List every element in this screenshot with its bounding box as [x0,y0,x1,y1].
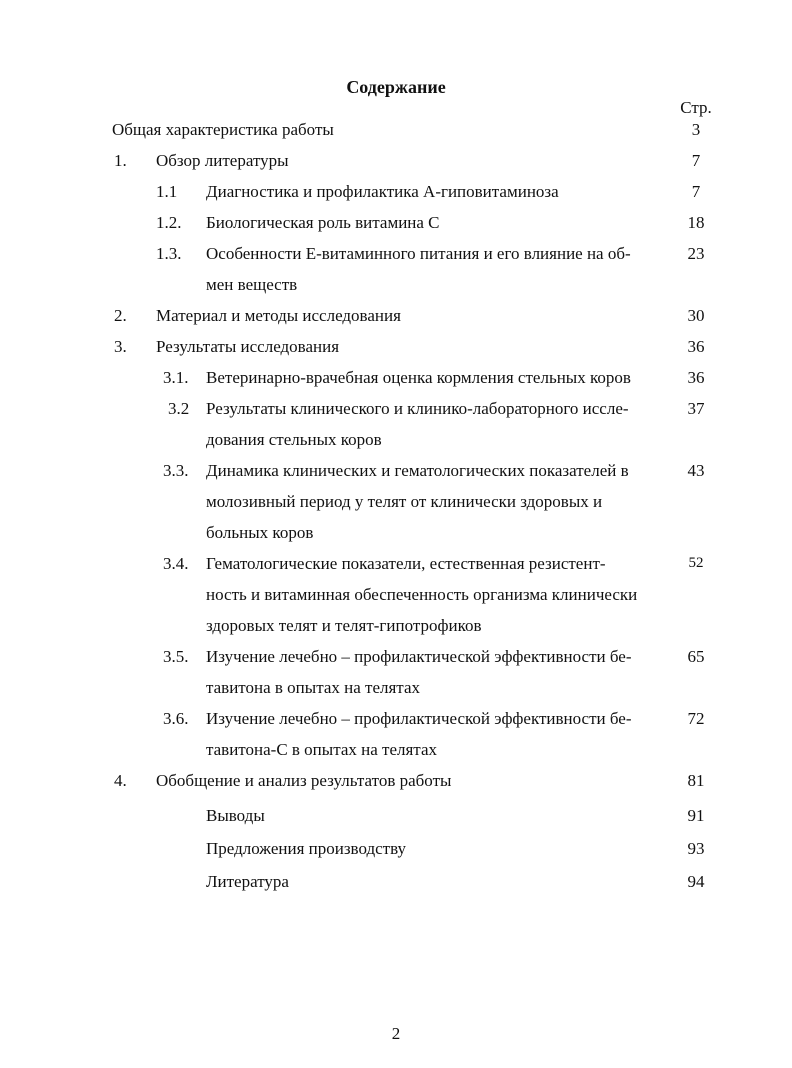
toc-entry-line: здоровых телят и телят-гипотрофиков [206,616,482,635]
toc-entry-number: 3.5. [163,647,189,666]
toc-entry-line: дования стельных коров [206,430,382,449]
toc-entry-3-4 [0,548,792,641]
toc-entry-text: Предложения производству [206,839,407,858]
toc-entry-page: 52 [688,555,704,571]
toc-entry-number: 1.3. [156,244,182,263]
toc-entry-number: 4. [114,771,127,790]
toc-entry-references [0,866,792,897]
toc-entry-line: Динамика клинических и гематологических показателей в [206,461,629,480]
toc-entry-number: 1. [114,151,127,170]
toc-entry-4 [0,765,792,800]
toc-entry-text: Материал и методы исследования [156,306,401,325]
toc-entry-page: 23 [687,244,705,263]
toc-entry-text [206,548,637,641]
toc-entry-page: 43 [687,461,705,480]
toc-entry-text: Обзор литературы [156,151,289,170]
toc-entry-number: 3.2 [168,399,190,418]
toc-entry-page: 65 [687,647,705,666]
toc-entry-page: 18 [687,213,705,232]
toc-entry-number: 3.4. [163,554,189,573]
toc-entry-page: 36 [687,368,705,387]
toc-entry-line: ность и витаминная обеспеченность организма клинически [206,585,638,604]
toc-entry-text: Результаты исследования [156,337,340,356]
toc-entry-page: 36 [687,337,705,356]
toc-entry-text: Общая характеристика работы [112,120,334,139]
toc-entry-number: 3.1. [163,368,189,387]
page-title: Содержание [346,77,446,97]
toc-entry-line: больных коров [206,523,314,542]
toc-entry-conclusions [0,800,792,833]
toc-entry-3-5 [0,641,792,703]
toc-entry-number: 3.3. [163,461,189,480]
toc-entry-text: Диагностика и профилактика А-гиповитаминоза [206,182,559,201]
toc-entry-line: Результаты клинического и клинико-лабораторного иссле- [206,399,629,418]
toc-entry-line: Изучение лечебно – профилактической эффективности бе- [206,709,632,728]
toc-entry-text: Обобщение и анализ результатов работы [156,771,452,790]
toc-entry-page: 81 [687,771,705,790]
toc-entry-page: 94 [687,872,705,891]
toc-entry-page: 91 [687,806,705,825]
toc-entry-3-1 [0,362,792,393]
toc-entry-text [206,703,632,765]
toc-entry-1 [0,145,792,176]
page-number: 2 [391,1024,401,1043]
toc-entry-3-6 [0,703,792,765]
toc-entry-text: Биологическая роль витамина С [206,213,440,232]
toc-entry-line: Изучение лечебно – профилактической эффективности бе- [206,647,632,666]
toc-entry-page: 72 [687,709,705,728]
toc-entry-3-2 [0,393,792,455]
toc-entry-text [206,641,632,703]
toc-entry-1-3 [0,238,792,300]
toc-entry-line: мен веществ [206,275,298,294]
toc-entry-text: Выводы [206,806,265,825]
toc-entry-text [206,393,629,455]
toc-entry-3 [0,331,792,362]
toc-entry-text [206,238,631,300]
toc-entry-line: тавитона в опытах на телятах [206,678,420,697]
toc-entry-page: 3 [691,120,701,139]
table-of-contents [0,114,792,897]
toc-entry-page: 30 [687,306,705,325]
toc-entry-page: 7 [691,182,701,201]
toc-entry-number: 3.6. [163,709,189,728]
toc-entry-number: 1.2. [156,213,182,232]
toc-entry-proposals [0,833,792,866]
toc-entry-line: Гематологические показатели, естественная резистент- [206,554,606,573]
toc-entry-text [206,455,629,548]
toc-entry-1-1 [0,176,792,207]
toc-entry-page: 7 [691,151,701,170]
page-column-label: Стр. [680,98,712,117]
toc-entry-number: 2. [114,306,127,325]
toc-entry-2 [0,300,792,331]
toc-entry-3-3 [0,455,792,548]
toc-entry-text: Литература [206,872,289,891]
toc-entry-text: Ветеринарно-врачебная оценка кормления стельных коров [206,368,631,387]
toc-entry-number: 1.1 [156,182,178,201]
toc-entry-page: 37 [687,399,705,418]
toc-entry-general [0,114,792,145]
toc-entry-line: тавитона-С в опытах на телятах [206,740,437,759]
toc-entry-line: Особенности Е-витаминного питания и его влияние на об- [206,244,631,263]
toc-entry-line: молозивный период у телят от клинически здоровых и [206,492,603,511]
toc-entry-page: 93 [687,839,705,858]
toc-entry-number: 3. [114,337,127,356]
toc-entry-1-2 [0,207,792,238]
